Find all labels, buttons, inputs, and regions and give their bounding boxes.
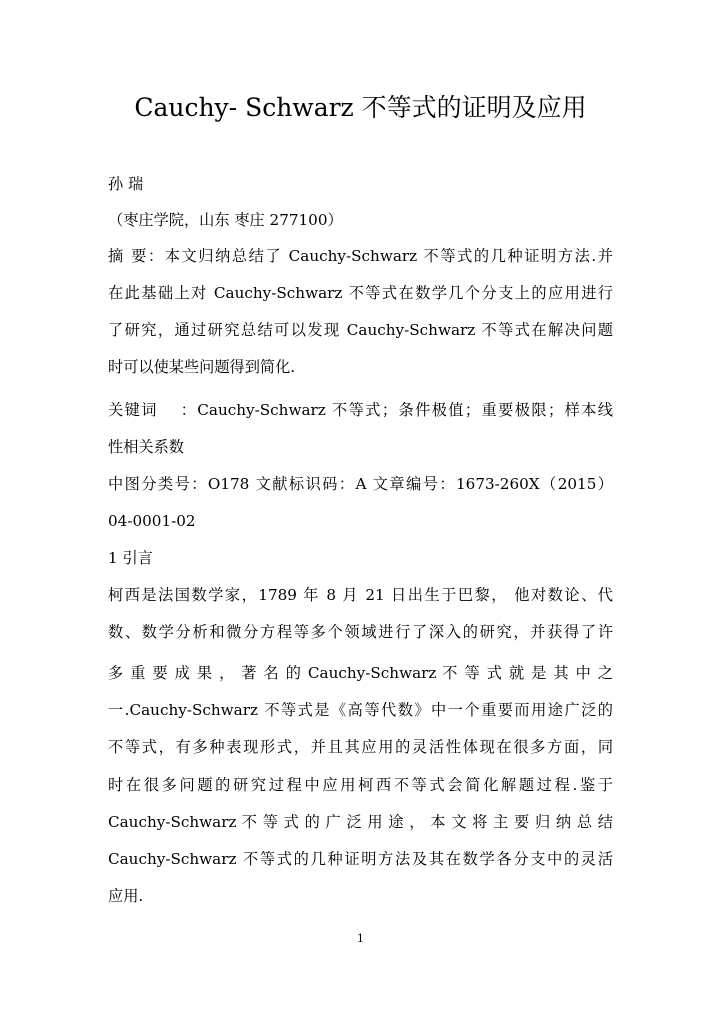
abstract-line: 时可以使某些问题得到简化. [108, 358, 296, 376]
abstract-line: 摘 要：本文归纳总结了 Cauchy-Schwarz 不等式的几种证明方法.并 [108, 247, 613, 265]
classification-line: 04-0001-02 [108, 512, 196, 530]
keywords-line: 性相关系数 [108, 438, 184, 456]
abstract-line: 在此基础上对 Cauchy-Schwarz 不等式在数学几个分支上的应用进行 [108, 284, 613, 302]
page-number: 1 [357, 932, 364, 945]
section-heading: 1 引言 [108, 549, 153, 567]
author-name: 孙 瑞 [108, 175, 144, 193]
body-line: 时在很多问题的研究过程中应用柯西不等式会简化解题过程.鉴于 [108, 776, 613, 794]
body-line: 柯西是法国数学家，1789 年 8 月 21 日出生于巴黎， 他对数论、代 [108, 586, 613, 604]
author-affiliation: （枣庄学院，山东 枣庄 277100） [108, 211, 343, 229]
body-line: Cauchy-Schwarz 不 等 式 的 广 泛 用 途 ， 本 文 将 主 要 归 纳 总 结 [108, 813, 613, 831]
body-line: 一.Cauchy-Schwarz 不等式是《高等代数》中一个重要而用途广泛的 [108, 701, 613, 719]
abstract-line: 了研究，通过研究总结可以发现 Cauchy-Schwarz 不等式在解决问题 [108, 321, 613, 339]
keywords-line: 关键词 ：Cauchy-Schwarz 不等式；条件极值；重要极限；样本线 [108, 401, 613, 419]
body-line: Cauchy-Schwarz 不等式的几种证明方法及其在数学各分支中的灵活 [108, 850, 613, 868]
classification-line: 中图分类号：O178 文献标识码：A 文章编号：1673-260X（2015） [108, 475, 613, 493]
body-line: 应用. [108, 887, 144, 905]
body-line: 不等式，有多种表现形式，并且其应用的灵活性体现在很多方面，同 [108, 738, 613, 756]
body-line: 多 重 要 成 果 ， 著 名 的 Cauchy-Schwarz 不 等 式 就 是 其 中 之 [108, 664, 613, 682]
body-line: 数、数学分析和微分方程等多个领域进行了深入的研究，并获得了许 [108, 623, 613, 641]
document-title: Cauchy- Schwarz 不等式的证明及应用 [134, 93, 587, 122]
